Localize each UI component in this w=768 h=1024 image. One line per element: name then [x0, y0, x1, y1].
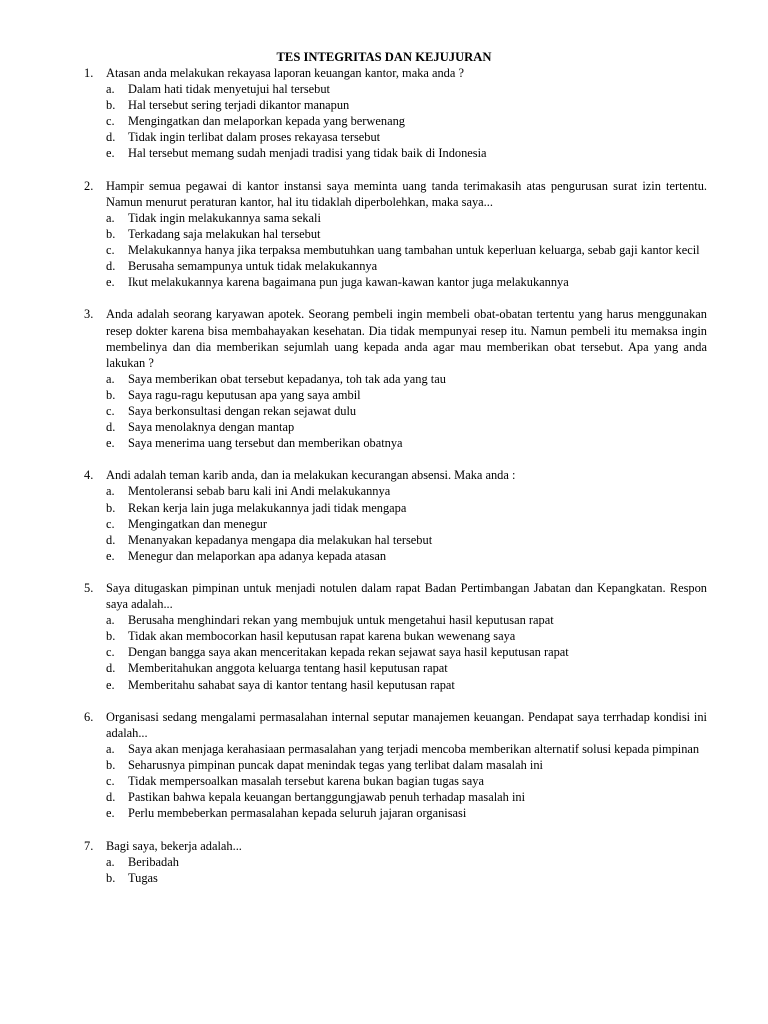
answer-option [106, 548, 707, 564]
option-label: d. [106, 259, 116, 274]
option-text: Mengingatkan dan melaporkan kepada yang berwenang [128, 114, 405, 129]
option-label: b. [106, 500, 116, 515]
question-list [84, 65, 707, 902]
option-label: e. [106, 275, 115, 290]
option-text: Pastikan bahwa kepala keuangan bertanggungjawab penuh terhadap masalah ini [128, 790, 526, 805]
option-label: e. [106, 677, 115, 692]
option-label: d. [106, 420, 116, 435]
option-text: Dalam hati tidak menyetujui hal tersebut [128, 82, 330, 97]
answer-option [106, 210, 707, 226]
option-label: a. [106, 741, 115, 756]
option-label: c. [106, 243, 115, 258]
answer-option [106, 870, 707, 886]
option-label: a. [106, 82, 115, 97]
answer-option [106, 97, 707, 113]
option-label: b. [106, 870, 116, 885]
option-label: b. [106, 758, 116, 773]
answer-option [106, 677, 707, 693]
answer-option [106, 403, 707, 419]
answer-option [106, 226, 707, 242]
option-label: e. [106, 548, 115, 563]
option-text: Beribadah [128, 854, 179, 869]
question-number: 1. [84, 66, 94, 80]
option-label: d. [106, 130, 116, 145]
option-label: a. [106, 854, 115, 869]
answer-option [106, 660, 707, 676]
question-text: Organisasi sedang mengalami permasalahan internal seputar manajemen keuangan. Pendapat saya terrhadap kondisi ini adalah... [106, 709, 707, 740]
question-text: Atasan anda melakukan rekayasa laporan keuangan kantor, maka anda ? [106, 66, 464, 80]
answer-option [106, 773, 707, 789]
option-text: Saya ragu-ragu keputusan apa yang saya ambil [128, 387, 361, 402]
answer-options [106, 612, 707, 692]
answer-options [106, 483, 707, 563]
option-label: b. [106, 98, 116, 113]
answer-option [106, 258, 707, 274]
option-label: c. [106, 114, 115, 129]
question-number: 2. [84, 178, 94, 193]
answer-option [106, 628, 707, 644]
option-text: Saya memberikan obat tersebut kepadanya, toh tak ada yang tau [128, 371, 446, 386]
option-label: c. [106, 645, 115, 660]
answer-option [106, 81, 707, 97]
answer-option [106, 500, 707, 516]
option-text: Ikut melakukannya karena bagaimana pun juga kawan-kawan kantor juga melakukannya [128, 275, 569, 290]
option-text: Hal tersebut memang sudah menjadi tradisi yang tidak baik di Indonesia [128, 146, 487, 161]
answer-option [106, 242, 707, 258]
option-text: Saya akan menjaga kerahasiaan permasalahan yang terjadi mencoba memberikan alternatif solusi kepada pimpinan [128, 741, 700, 756]
question-item [84, 838, 707, 886]
option-text: Rekan kerja lain juga melakukannya jadi tidak mengapa [128, 500, 407, 515]
answer-option [106, 854, 707, 870]
question-item [84, 580, 707, 693]
option-label: d. [106, 661, 116, 676]
answer-options [106, 210, 707, 290]
option-text: Seharusnya pimpinan puncak dapat menindak tegas yang terlibat dalam masalah ini [128, 758, 543, 773]
answer-options [106, 741, 707, 821]
question-item [84, 65, 707, 162]
question-item [84, 306, 707, 451]
question-text: Andi adalah teman karib anda, dan ia melakukan kecurangan absensi. Maka anda : [106, 468, 516, 483]
option-text: Tidak akan membocorkan hasil keputusan rapat karena bukan wewenang saya [128, 629, 516, 644]
answer-option [106, 516, 707, 532]
option-label: a. [106, 210, 115, 225]
answer-options [106, 81, 707, 161]
option-label: b. [106, 226, 116, 241]
question-number: 3. [84, 307, 94, 322]
option-label: b. [106, 629, 116, 644]
question-text: Hampir semua pegawai di kantor instansi saya meminta uang tanda terimakasih atas pengurusan surat izin tertentu. Namun menurut peraturan kantor, hal itu tidaklah diperbolehkan, maka saya... [106, 178, 707, 209]
answer-option [106, 757, 707, 773]
question-item [84, 709, 707, 822]
question-number: 5. [84, 581, 94, 595]
answer-option [106, 419, 707, 435]
document-title: TES INTEGRITAS DAN KEJUJURAN [276, 50, 492, 64]
option-text: Saya menerima uang tersebut dan memberikan obatnya [128, 436, 403, 451]
option-text: Tidak ingin terlibat dalam proses rekayasa tersebut [128, 130, 381, 145]
question-text: Bagi saya, bekerja adalah... [106, 838, 242, 853]
option-label: c. [106, 516, 115, 531]
option-label: a. [106, 484, 115, 499]
option-text: Perlu membeberkan permasalahan kepada seluruh jajaran organisasi [128, 806, 467, 821]
option-text: Menegur dan melaporkan apa adanya kepada atasan [128, 548, 387, 563]
answer-option [106, 387, 707, 403]
option-text: Dengan bangga saya akan menceritakan kepada rekan sejawat saya hasil keputusan rapat [128, 645, 569, 660]
option-text: Tugas [128, 870, 158, 885]
option-text: Mengingatkan dan menegur [128, 516, 268, 531]
option-label: a. [106, 613, 115, 628]
answer-option [106, 789, 707, 805]
option-label: e. [106, 146, 115, 161]
option-label: e. [106, 436, 115, 451]
question-text: Saya ditugaskan pimpinan untuk menjadi notulen dalam rapat Badan Pertimbangan Jabatan dan Kepangkatan. Respon saya adalah... [106, 581, 707, 612]
answer-option [106, 612, 707, 628]
answer-option [106, 371, 707, 387]
option-label: c. [106, 403, 115, 418]
option-label: a. [106, 371, 115, 386]
answer-options [106, 371, 707, 451]
answer-option [106, 113, 707, 129]
answer-option [106, 741, 707, 757]
question-number: 6. [84, 709, 94, 724]
question-item [84, 178, 707, 291]
question-item [84, 467, 707, 564]
option-label: b. [106, 387, 116, 402]
option-text: Memberitahukan anggota keluarga tentang hasil keputusan rapat [128, 661, 448, 676]
question-text: Anda adalah seorang karyawan apotek. Seorang pembeli ingin membeli obat-obatan tertentu yang harus menggunakan resep dokter karena bisa membahayakan kesehatan. Dia tidak mempunyai resep itu. Namun pembeli itu memaksa ingin membelinya dan dia memberikan sejumlah uang kepada anda agar mau memberikan obat tersebut. Apa yang anda lakukan ? [106, 307, 707, 370]
option-text: Tidak mempersoalkan masalah tersebut karena bukan bagian tugas saya [128, 774, 485, 789]
answer-option [106, 145, 707, 161]
option-label: d. [106, 532, 116, 547]
question-number: 7. [84, 838, 94, 853]
option-text: Tidak ingin melakukannya sama sekali [128, 210, 321, 225]
answer-option [106, 435, 707, 451]
option-text: Mentoleransi sebab baru kali ini Andi melakukannya [128, 484, 391, 499]
answer-option [106, 274, 707, 290]
answer-option [106, 644, 707, 660]
option-text: Saya menolaknya dengan mantap [128, 420, 295, 435]
option-text: Melakukannya hanya jika terpaksa membutuhkan uang tambahan untuk keperluan keluarga, sebab gaji kantor kecil [128, 243, 700, 258]
option-text: Berusaha menghindari rekan yang membujuk untuk mengetahui hasil keputusan rapat [128, 613, 554, 628]
option-text: Menanyakan kepadanya mengapa dia melakukan hal tersebut [128, 532, 433, 547]
option-text: Saya berkonsultasi dengan rekan sejawat dulu [128, 403, 357, 418]
option-text: Berusaha semampunya untuk tidak melakukannya [128, 259, 378, 274]
option-text: Memberitahu sahabat saya di kantor tentang hasil keputusan rapat [128, 677, 455, 692]
answer-options [106, 854, 707, 886]
option-text: Hal tersebut sering terjadi dikantor manapun [128, 98, 350, 113]
answer-option [106, 129, 707, 145]
option-label: d. [106, 790, 116, 805]
answer-option [106, 483, 707, 499]
question-number: 4. [84, 468, 94, 483]
answer-option [106, 805, 707, 821]
option-text: Terkadang saja melakukan hal tersebut [128, 226, 321, 241]
answer-option [106, 532, 707, 548]
option-label: e. [106, 806, 115, 821]
option-label: c. [106, 774, 115, 789]
